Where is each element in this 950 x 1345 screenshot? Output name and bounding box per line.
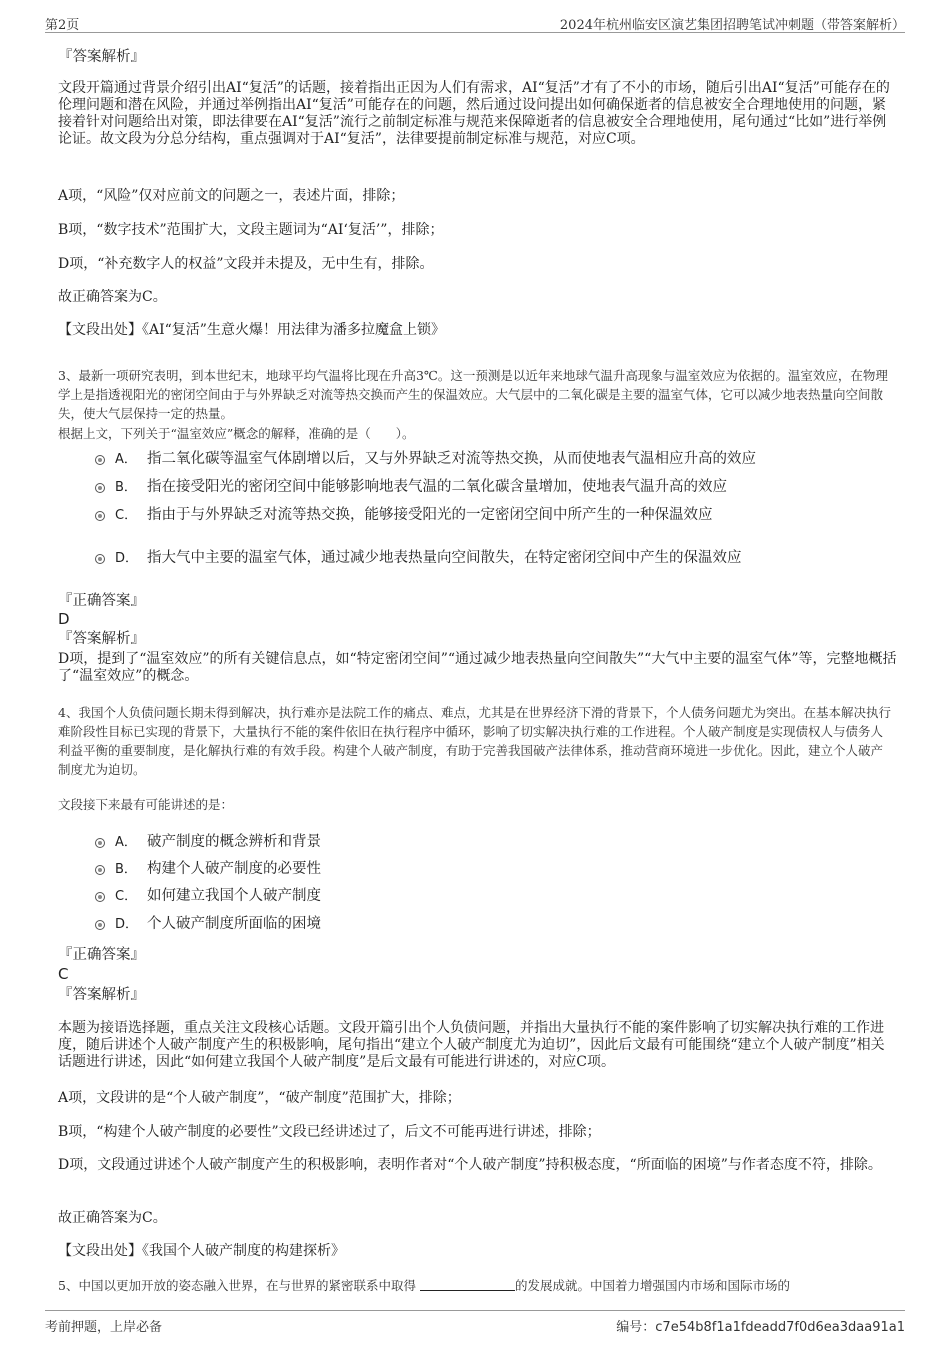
- q4-option-b[interactable]: B． 构建个人破产制度的必要性: [95, 860, 895, 879]
- q2-analysis-label: 『答案解析』: [58, 49, 145, 65]
- q4-analysis-a: A项，文段讲的是“个人破产制度”，“破产制度”范围扩大，排除；: [58, 1090, 461, 1106]
- q3-prompt: 根据上文，下列关于“温室效应”概念的解释，准确的是（ ）。: [58, 426, 415, 441]
- footer-slogan: 考前押题，上岸必备: [45, 1320, 163, 1335]
- q3-correct-label: 『正确答案』: [58, 593, 145, 609]
- q3-stem: 3、最新一项研究表明，到本世纪末，地球平均气温将比现在升高3℃。这一预测是以近年来地球气温升高现象与温室效应为依据的。温室效应，在物理学上是指透视阳光的密闭空间由于与外界缺乏对流等热交换而产生的保温效应。大气层中的二氧化碳是主要的温室气体，它可以减少地表热量向空间散失，使大气层保持一定的热量。: [58, 368, 888, 421]
- q2-analysis-b: B项，“数字技术”范围扩大，文段主题词为“AI‘复活’”，排除；: [58, 222, 444, 238]
- radio-icon[interactable]: [95, 455, 105, 465]
- q3-option-b[interactable]: B． 指在接受阳光的密闭空间中能够影响地表气温的二氧化碳含量增加，使地表气温升高的效应: [95, 478, 895, 497]
- radio-icon[interactable]: [95, 483, 105, 493]
- q4-analysis-b: B项，“构建个人破产制度的必要性”文段已经讲述过了，后文不可能再进行讲述，排除；: [58, 1124, 601, 1140]
- q4-stem: 4、我国个人负债问题长期未得到解决，执行难亦是法院工作的痛点、难点，尤其是在世界经济下滑的背景下，个人债务问题尤为突出。在基本解决执行难阶段性目标已实现的背景下，大量执行不能的案件依旧在执行程序中循环，影响了切实解决执行难的工作进程。个人破产制度是实现债权人与债务人利益平衡的重要制度，是化解执行难的有效手段。构建个人破产制度，有助于完善我国破产法律体系，推动营商环境进一步优化。因此，建立个人破产制度尤为迫切。: [58, 705, 891, 777]
- radio-icon[interactable]: [95, 838, 105, 848]
- page-header: [45, 12, 905, 33]
- radio-icon[interactable]: [95, 511, 105, 521]
- document-code: 编号：c7e54b8f1a1fdeadd7f0d6ea3daa91a1: [616, 1320, 905, 1335]
- answer-blank[interactable]: [420, 1277, 515, 1291]
- page-number: 第2页: [45, 18, 80, 33]
- page-footer: [45, 1310, 905, 1335]
- q2-analysis-a: A项，“风险”仅对应前文的问题之一，表述片面，排除；: [58, 188, 405, 204]
- q4-option-c[interactable]: C． 如何建立我国个人破产制度: [95, 887, 895, 906]
- q4-correct-label: 『正确答案』: [58, 947, 145, 963]
- q4-correct-answer: C: [58, 965, 69, 983]
- q5-stem: 5、中国以更加开放的姿态融入世界，在与世界的紧密联系中取得 的发展成就。中国着力增强国内市场和国际市场的: [58, 1278, 790, 1293]
- q2-analysis-paragraph: 文段开篇通过背景介绍引出AI“复活”的话题，接着指出正因为人们有需求，AI“复活”才有了不小的市场，随后引出AI“复活”可能存在的伦理问题和潜在风险，并通过举例指出AI“复活”可能存在的问题，然后通过设问提出如何确保逝者的信息被安全合理地使用的问题，紧接着针对问题给出对策，即法律要在AI“复活”流行之前制定标准与规范来保障逝者的信息被安全合理地使用，尾句通过“比如”进行举例论证。故文段为分总分结构，重点强调对于AI“复活”，法律要提前制定标准与规范，对应C项。: [58, 80, 890, 147]
- q4-source: 【文段出处】《我国个人破产制度的构建探析》: [58, 1243, 345, 1259]
- q4-conclusion: 故正确答案为C。: [58, 1210, 167, 1226]
- q3-option-d[interactable]: D． 指大气中主要的温室气体，通过减少地表热量向空间散失，在特定密闭空间中产生的保温效应: [95, 549, 895, 568]
- q3-option-a[interactable]: A． 指二氧化碳等温室气体剧增以后，又与外界缺乏对流等热交换，从而使地表气温相应升高的效应: [95, 450, 895, 469]
- q4-analysis-label: 『答案解析』: [58, 987, 145, 1003]
- document-title: 2024年杭州临安区演艺集团招聘笔试冲刺题（带答案解析）: [559, 18, 905, 33]
- q4-analysis-d: D项，文段通过讲述个人破产制度产生的积极影响，表明作者对“个人破产制度”持积极态度，“所面临的困境”与作者态度不符，排除。: [58, 1157, 882, 1173]
- q3-option-c[interactable]: C． 指由于与外界缺乏对流等热交换，能够接受阳光的一定密闭空间中所产生的一种保温效应: [95, 506, 895, 525]
- q3-analysis: D项，提到了“温室效应”的所有关键信息点，如“特定密闭空间”“通过减少地表热量向空间散失”“大气中主要的温室气体”等，完整地概括了“温室效应”的概念。: [58, 651, 897, 684]
- q3-correct-answer: D: [58, 610, 70, 628]
- radio-icon[interactable]: [95, 554, 105, 564]
- radio-icon[interactable]: [95, 865, 105, 875]
- q4-option-a[interactable]: A． 破产制度的概念辨析和背景: [95, 833, 895, 852]
- q2-source: 【文段出处】《AI“复活”生意火爆！用法律为潘多拉魔盒上锁》: [58, 322, 445, 338]
- q3-analysis-label: 『答案解析』: [58, 631, 145, 647]
- q4-prompt: 文段接下来最有可能讲述的是：: [58, 797, 234, 812]
- radio-icon[interactable]: [95, 920, 105, 930]
- q4-analysis-paragraph: 本题为接语选择题，重点关注文段核心话题。文段开篇引出个人负债问题，并指出大量执行不能的案件影响了切实解决执行难的工作进度，随后讲述个人破产制度产生的积极影响，尾句指出“建立个人破产制度尤为迫切”，因此后文最有可能围绕“建立个人破产制度”相关话题进行讲述，因此“如何建立我国个人破产制度”是后文最有可能进行讲述的，对应C项。: [58, 1020, 885, 1070]
- q2-conclusion: 故正确答案为C。: [58, 289, 167, 305]
- radio-icon[interactable]: [95, 892, 105, 902]
- q4-option-d[interactable]: D． 个人破产制度所面临的困境: [95, 915, 895, 934]
- q2-analysis-d: D项，“补充数字人的权益”文段并未提及，无中生有，排除。: [58, 256, 434, 272]
